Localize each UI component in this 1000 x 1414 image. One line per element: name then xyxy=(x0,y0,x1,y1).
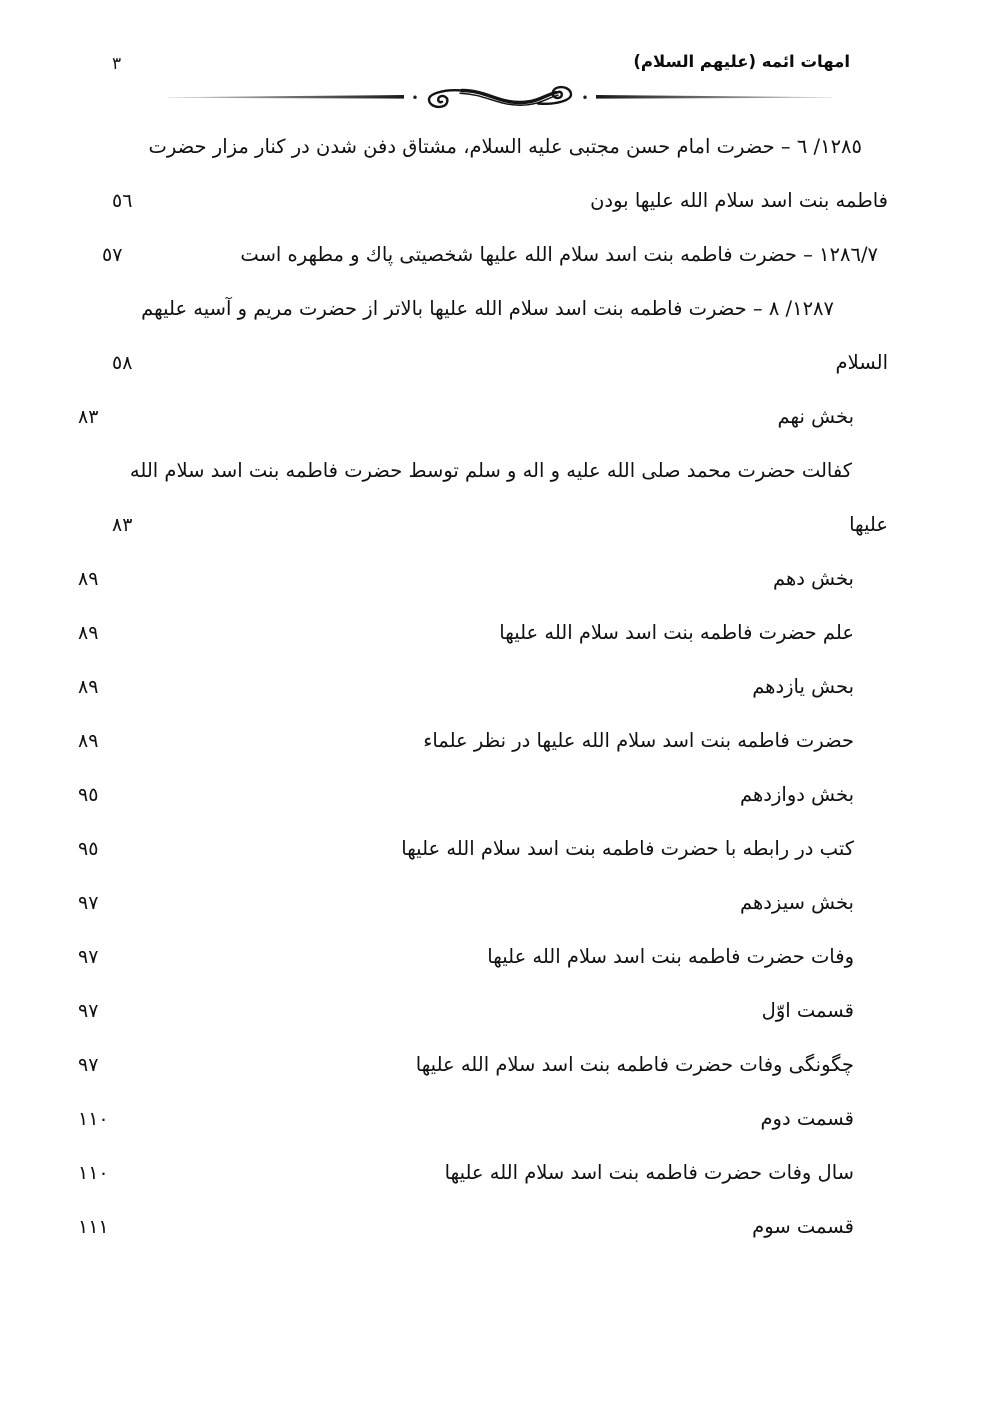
toc-entry[interactable] xyxy=(78,390,888,444)
toc-page-number: ١١٠ xyxy=(78,1162,109,1184)
toc-page-number: ٩٥ xyxy=(78,784,99,806)
toc-entry-title-line1: ١٢٨٧/ ٨ – حضرت فاطمه بنت اسد سلام الله عليها بالاتر از حضرت مريم و آسيه عليهم xyxy=(141,297,834,320)
toc-entry-title: بخش سيزدهم xyxy=(739,891,854,914)
toc-entry-title: قسمت سوم xyxy=(752,1215,854,1238)
toc-page-number: ٨٩ xyxy=(78,568,99,590)
toc-entry[interactable] xyxy=(78,1092,888,1146)
toc-entry-title-line2: السلام xyxy=(835,351,888,374)
leader-dots xyxy=(115,1217,748,1233)
page-folio-number: ٣ xyxy=(112,54,122,74)
toc-page-number: ٥٨ xyxy=(112,352,133,374)
leader-dots xyxy=(104,677,747,693)
leader-dots xyxy=(138,191,585,207)
toc-page-number: ٥٦ xyxy=(112,190,133,212)
toc-entry-title: چگونگى وفات حضرت فاطمه بنت اسد سلام الله عليها xyxy=(415,1053,854,1076)
toc-entry-title: علم حضرت فاطمه بنت اسد سلام الله عليها xyxy=(499,621,854,644)
leader-dots xyxy=(128,245,235,261)
toc-entry[interactable] xyxy=(112,444,888,552)
toc-entry[interactable] xyxy=(78,768,888,822)
toc-page-number: ٩٥ xyxy=(78,838,99,860)
toc-entry[interactable] xyxy=(78,822,888,876)
toc-page-number: ٨٩ xyxy=(78,730,99,752)
leader-dots xyxy=(115,1163,440,1179)
toc-page-number: ٥٧ xyxy=(102,244,123,266)
toc-page-number: ٩٧ xyxy=(78,946,99,968)
table-of-contents xyxy=(78,120,888,1254)
toc-entry-title: قسمت اوّل xyxy=(761,999,854,1022)
toc-leader-row[interactable] xyxy=(112,336,888,390)
toc-entry-title: وفات حضرت فاطمه بنت اسد سلام الله عليها xyxy=(487,945,854,968)
toc-entry[interactable] xyxy=(78,930,888,984)
leader-dots xyxy=(115,1109,756,1125)
scroll-flourish-divider-icon xyxy=(0,80,1000,114)
toc-entry[interactable] xyxy=(78,1038,888,1092)
leader-dots xyxy=(104,1001,756,1017)
running-header-title: امهات ائمه (عليهم السلام) xyxy=(633,52,850,71)
toc-entry-title: بحش يازدهم xyxy=(752,675,854,698)
toc-entry-title: قسمت دوم xyxy=(760,1107,854,1130)
toc-entry-title-line2: فاطمه بنت اسد سلام الله عليها بودن xyxy=(590,189,888,212)
toc-entry[interactable] xyxy=(112,282,888,390)
toc-entry[interactable] xyxy=(78,552,888,606)
toc-entry[interactable] xyxy=(78,606,888,660)
toc-entry-title: بخش نهم xyxy=(777,405,854,428)
toc-page-number: ١١١ xyxy=(78,1216,109,1238)
toc-entry[interactable] xyxy=(78,984,888,1038)
toc-leader-row[interactable] xyxy=(112,498,888,552)
leader-dots xyxy=(138,515,844,531)
toc-entry[interactable] xyxy=(78,1200,888,1254)
leader-dots xyxy=(138,353,830,369)
toc-entry-title: سال وفات حضرت فاطمه بنت اسد سلام الله عليها xyxy=(444,1161,854,1184)
toc-entry[interactable] xyxy=(78,660,888,714)
toc-entry-title: حضرت فاطمه بنت اسد سلام الله عليها در نظر علماء xyxy=(423,729,854,752)
leader-dots xyxy=(104,893,735,909)
toc-entry-title-line2: عليها xyxy=(849,513,888,536)
toc-entry-title-line1: ١٢٨٥/ ٦ – حضرت امام حسن مجتبى عليه السلام، مشتاق دفن شدن در كنار مزار حضرت xyxy=(148,135,862,158)
toc-page-number: ١١٠ xyxy=(78,1108,109,1130)
toc-entry[interactable] xyxy=(78,876,888,930)
toc-entry[interactable] xyxy=(78,714,888,768)
leader-dots xyxy=(104,731,418,747)
toc-entry[interactable] xyxy=(102,228,888,282)
leader-dots xyxy=(104,407,772,423)
leader-dots xyxy=(104,623,494,639)
toc-entry[interactable] xyxy=(112,120,888,228)
toc-page-number: ٩٧ xyxy=(78,1054,99,1076)
leader-dots xyxy=(104,1055,410,1071)
leader-dots xyxy=(104,785,735,801)
toc-page-number: ٨٣ xyxy=(78,406,99,428)
toc-entry-title-line1: كفالت حضرت محمد صلى الله عليه و اله و سلم توسط حضرت فاطمه بنت اسد سلام الله xyxy=(129,459,852,482)
toc-page-number: ٨٩ xyxy=(78,622,99,644)
toc-entry-title: بخش دهم xyxy=(772,567,854,590)
leader-dots xyxy=(104,839,396,855)
toc-entry-title: بخش دوازدهم xyxy=(740,783,854,806)
toc-page-number: ٨٩ xyxy=(78,676,99,698)
toc-entry-title: كتب در رابطه با حضرت فاطمه بنت اسد سلام الله عليها xyxy=(401,837,854,860)
toc-page-number: ٩٧ xyxy=(78,1000,99,1022)
toc-entry-title: ١٢٨٦/٧ – حضرت فاطمه بنت اسد سلام الله عليها شخصيتى پاك و مطهره است xyxy=(240,243,878,266)
toc-leader-row[interactable] xyxy=(112,174,888,228)
leader-dots xyxy=(104,947,482,963)
toc-entry[interactable] xyxy=(78,1146,888,1200)
toc-page-number: ٨٣ xyxy=(112,514,133,536)
toc-page-number: ٩٧ xyxy=(78,892,99,914)
leader-dots xyxy=(104,569,768,585)
